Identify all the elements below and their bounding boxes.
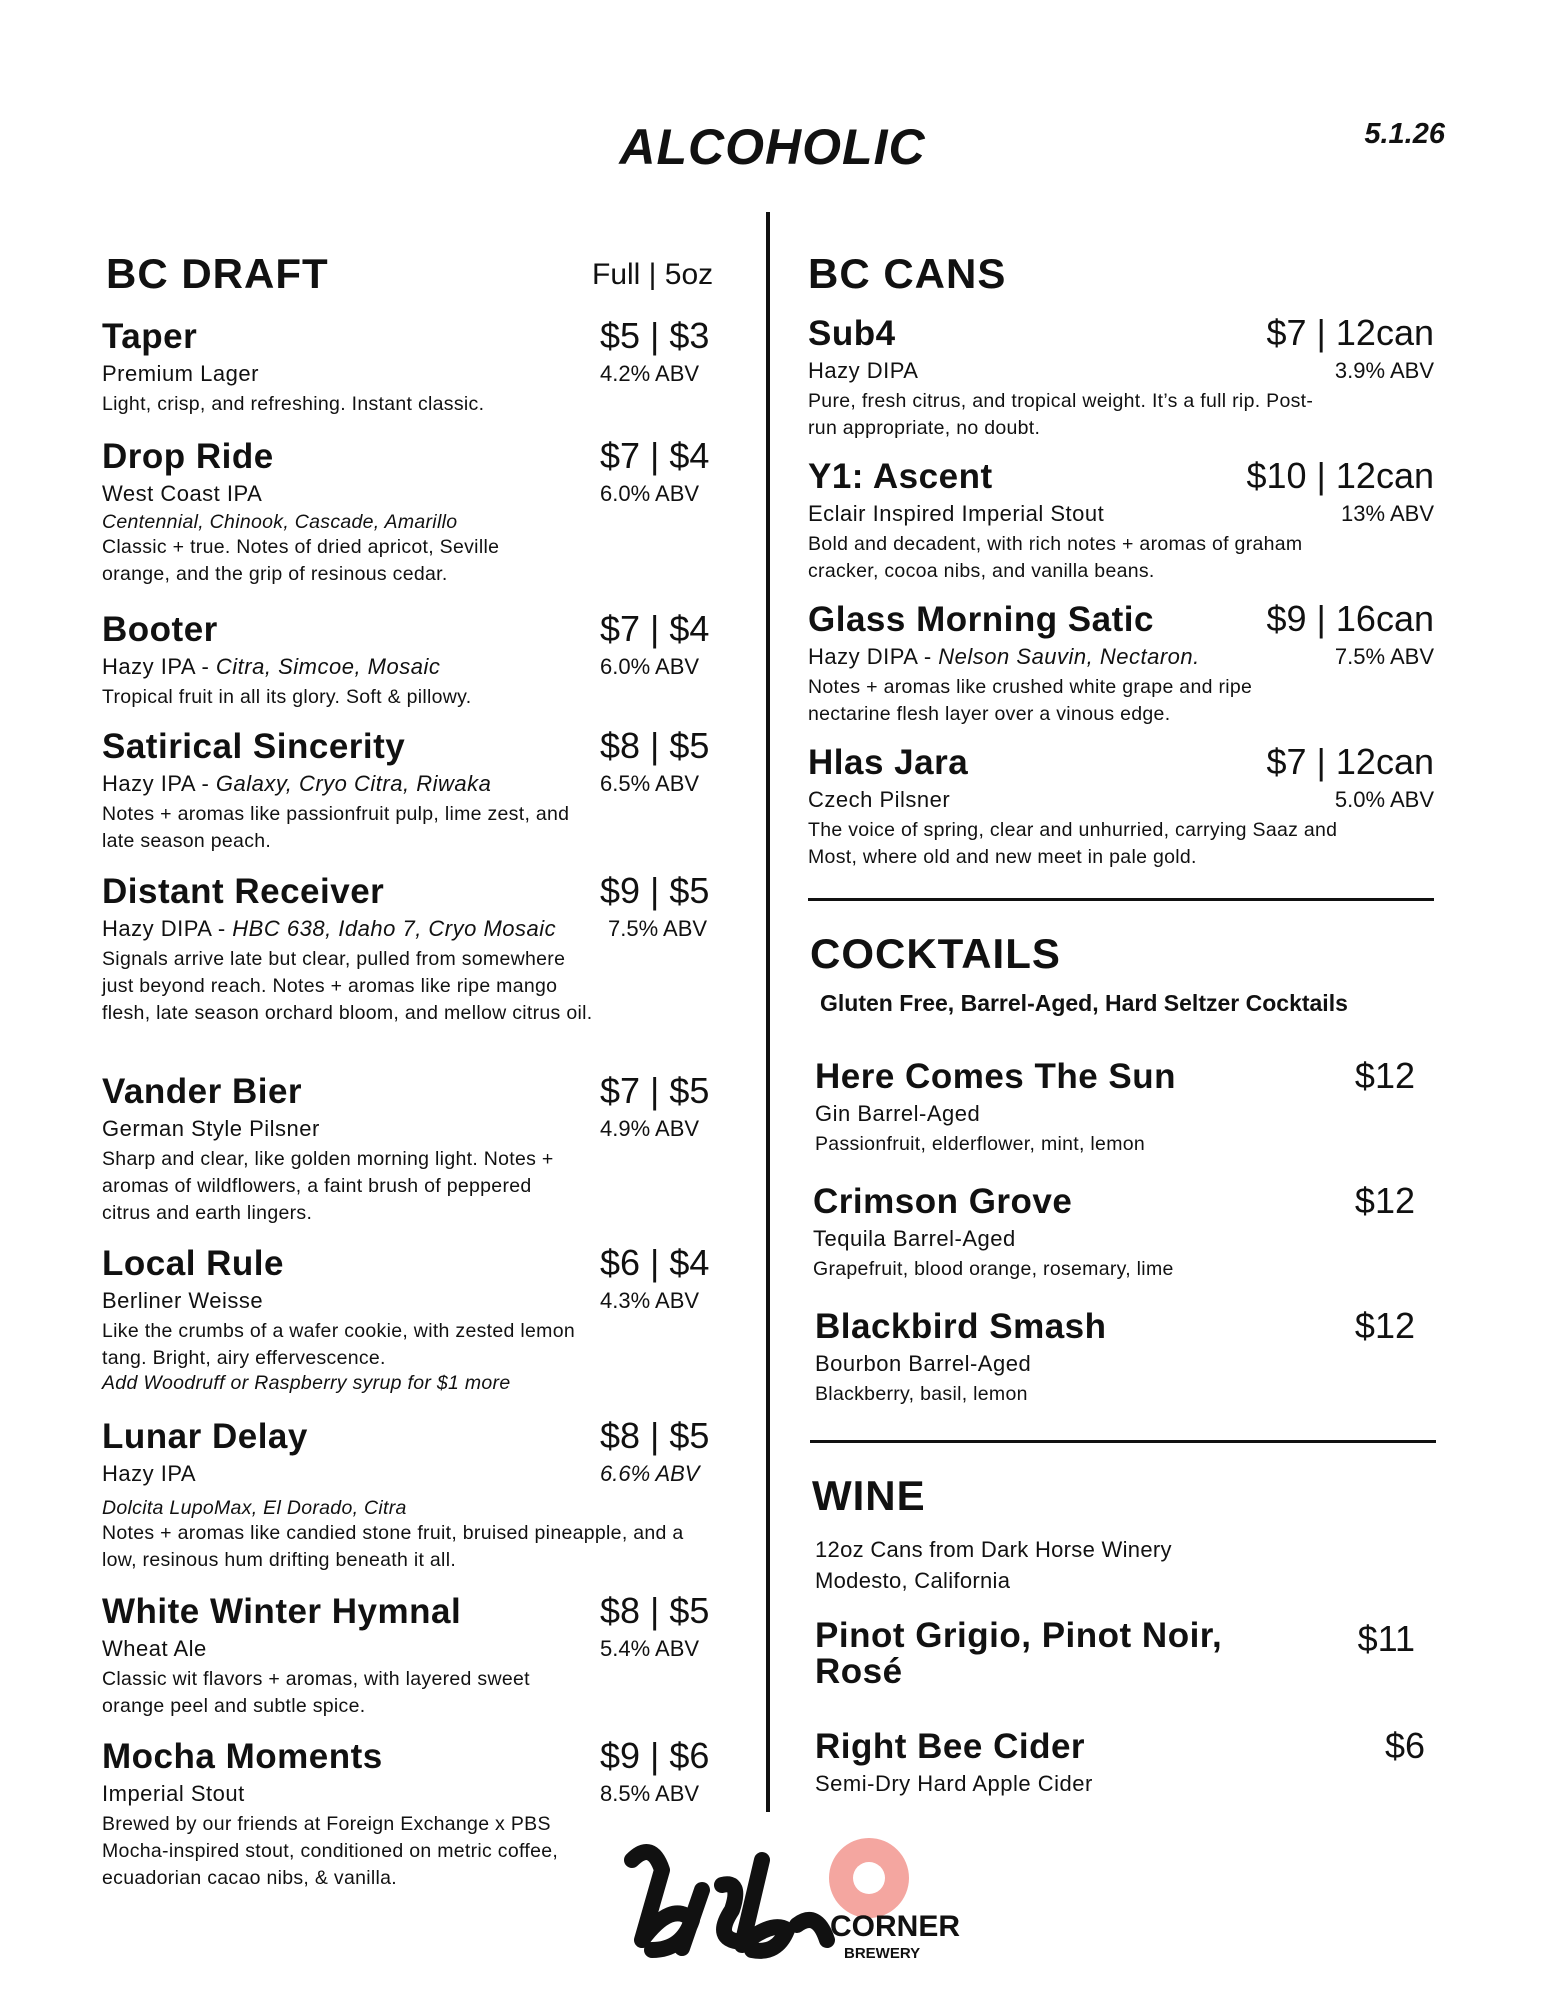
item-price: $7 | $5 [600, 1070, 710, 1111]
menu-item-satirical-sincerity [102, 725, 730, 855]
item-name: Y1: Ascent [808, 457, 993, 496]
menu-item-taper [102, 315, 730, 418]
item-abv: 6.0% ABV [600, 654, 700, 679]
item-style: Eclair Inspired Imperial Stout [808, 501, 1105, 526]
item-price: $5 | $3 [600, 315, 710, 356]
item-price: $9 | $5 [600, 870, 710, 911]
section-title-wine: WINE [812, 1472, 926, 1519]
menu-item-glass-morning-satic [808, 598, 1434, 728]
item-description: Classic wit flavors + aromas, with layered sweet orange peel and subtle spice. [102, 1668, 530, 1717]
item-description: Passionfruit, elderflower, mint, lemon [815, 1133, 1146, 1155]
item-name: Lunar Delay [102, 1417, 308, 1456]
item-abv: 7.5% ABV [608, 916, 708, 941]
brewery-logo [612, 1830, 961, 1970]
item-price: $12 [1354, 1305, 1415, 1346]
section-title-cocktails: COCKTAILS [810, 930, 1061, 977]
item-price: $8 | $5 [600, 1415, 710, 1456]
item-abv: 5.0% ABV [1334, 787, 1434, 812]
item-description: Brewed by our friends at Foreign Exchange x PBS Mocha-inspired stout, conditioned on metric coffee, ecuadorian cacao nibs, & vanilla. [102, 1813, 559, 1889]
logo-mark [612, 1830, 961, 1970]
item-style: Hazy DIPA [808, 358, 919, 383]
item-name: Local Rule [102, 1244, 284, 1283]
menu-item-sub4 [808, 312, 1434, 442]
item-hops: Citra, Simcoe, Mosaic [215, 654, 441, 679]
item-price: $9 | $6 [600, 1735, 710, 1776]
item-abv: 6.6% ABV [600, 1461, 700, 1486]
item-style: Hazy IPA - [102, 771, 216, 796]
menu-item-white-winter-hymnal [102, 1590, 730, 1720]
item-style: Gin Barrel-Aged [815, 1101, 981, 1126]
section-title-cans: BC CANS [808, 250, 1007, 297]
item-description: The voice of spring, clear and unhurried, carrying Saaz and Most, where old and new meet in pale gold. [808, 819, 1338, 868]
item-name: Distant Receiver [102, 872, 385, 911]
menu-item-hlas-jara [808, 741, 1434, 871]
item-price: $7 | $4 [600, 608, 710, 649]
item-price: $12 [1354, 1180, 1415, 1221]
item-price: $6 | $4 [600, 1242, 710, 1283]
item-hops: Centennial, Chinook, Cascade, Amarillo [102, 511, 458, 533]
item-style: Hazy DIPA - [102, 916, 233, 941]
item-price: $7 | 12can [1266, 312, 1434, 353]
item-description: Notes + aromas like passionfruit pulp, lime zest, and late season peach. [102, 803, 570, 852]
item-abv: 8.5% ABV [600, 1781, 700, 1806]
item-name: Taper [102, 317, 198, 356]
menu-item-booter [102, 608, 730, 711]
menu-item-vander-bier [102, 1070, 730, 1227]
item-price: $6 [1384, 1725, 1425, 1766]
menu-item-local-rule [102, 1242, 730, 1395]
item-price: $7 | $4 [600, 435, 710, 476]
item-hops: Nelson Sauvin, Nectaron. [938, 644, 1200, 669]
item-description: Notes + aromas like crushed white grape and ripe nectarine flesh layer over a vinous edge. [808, 676, 1253, 725]
item-style: Hazy IPA [102, 1461, 197, 1486]
logo-sub: BREWERY [844, 1945, 921, 1962]
item-abv: 7.5% ABV [1334, 644, 1434, 669]
column-divider [766, 212, 770, 1812]
item-style: Czech Pilsner [808, 787, 951, 812]
section-divider [808, 898, 1434, 901]
item-description: Signals arrive late but clear, pulled from somewhere just beyond reach. Notes + aromas like ripe mango flesh, late season orchard bloom, and mellow citrus oil. [102, 948, 593, 1024]
menu-item-here-comes-the-sun [815, 1055, 1415, 1158]
menu-date: 5.1.26 [1364, 118, 1445, 150]
cocktails-subtitle: Gluten Free, Barrel-Aged, Hard Seltzer Cocktails [820, 990, 1348, 1016]
item-hops: Galaxy, Cryo Citra, Riwaka [215, 771, 492, 796]
draft-size-header: Full | 5oz [592, 258, 714, 291]
wine-location: Modesto, California [815, 1568, 1011, 1593]
item-name: Satirical Sincerity [102, 727, 406, 766]
item-style: Berliner Weisse [102, 1288, 264, 1313]
item-description: Blackberry, basil, lemon [815, 1383, 1028, 1405]
item-style: Tequila Barrel-Aged [813, 1226, 1016, 1251]
item-abv: 6.0% ABV [600, 481, 700, 506]
item-hops: Dolcita LupoMax, El Dorado, Citra [102, 1497, 407, 1519]
item-description: Notes + aromas like candied stone fruit, bruised pineapple, and a low, resinous hum drifting beneath it all. [102, 1522, 684, 1571]
item-name: Vander Bier [102, 1072, 303, 1111]
item-price: $8 | $5 [600, 1590, 710, 1631]
item-price: $10 | 12can [1246, 455, 1434, 496]
item-name-line2: Rosé [815, 1652, 903, 1691]
item-name: Booter [102, 610, 218, 649]
item-description: Classic + true. Notes of dried apricot, Seville orange, and the grip of resinous cedar. [102, 536, 500, 585]
menu-item-lunar-delay [102, 1415, 730, 1574]
item-note: Add Woodruff or Raspberry syrup for $1 more [102, 1372, 511, 1394]
item-style: Hazy IPA - [102, 654, 216, 679]
menu-item-distant-receiver [102, 870, 730, 1027]
item-name: Mocha Moments [102, 1737, 383, 1776]
menu-item-drop-ride [102, 435, 730, 588]
wine-source: 12oz Cans from Dark Horse Winery [815, 1537, 1172, 1562]
item-name: Drop Ride [102, 437, 274, 476]
item-style: Hazy DIPA - [808, 644, 939, 669]
item-description: Pure, fresh citrus, and tropical weight. It’s a full rip. Post-run appropriate, no doubt. [808, 390, 1314, 439]
item-name: Crimson Grove [813, 1182, 1073, 1221]
item-description: Tropical fruit in all its glory. Soft & pillowy. [102, 686, 472, 708]
item-abv: 3.9% ABV [1334, 358, 1434, 383]
menu-item-crimson-grove [813, 1180, 1415, 1283]
section-divider [810, 1440, 1436, 1443]
item-hops: HBC 638, Idaho 7, Cryo Mosaic [232, 916, 557, 941]
item-name [815, 1618, 1222, 1690]
item-description: Like the crumbs of a wafer cookie, with zested lemon tang. Bright, airy effervescence. [102, 1320, 575, 1369]
page-title: ALCOHOLIC [619, 119, 926, 175]
item-description: Light, crisp, and refreshing. Instant classic. [102, 393, 485, 415]
item-style: Imperial Stout [102, 1781, 245, 1806]
item-style: Premium Lager [102, 361, 259, 386]
item-price: $8 | $5 [600, 725, 710, 766]
item-name: Right Bee Cider [815, 1727, 1086, 1766]
menu-item-right-bee-cider [815, 1725, 1425, 1797]
wine-subtitle [815, 1534, 1172, 1596]
item-style: Wheat Ale [102, 1636, 207, 1661]
item-abv: 6.5% ABV [600, 771, 700, 796]
item-price: $7 | 12can [1266, 741, 1434, 782]
item-price: $12 [1354, 1055, 1415, 1096]
item-abv: 4.9% ABV [600, 1116, 700, 1141]
menu-item-wine-cans [815, 1618, 1415, 1690]
item-description: Grapefruit, blood orange, rosemary, lime [813, 1258, 1174, 1280]
item-name: Sub4 [808, 314, 896, 353]
item-price: $9 | 16can [1266, 598, 1434, 639]
section-title-draft: BC DRAFT [106, 250, 329, 297]
item-description: Sharp and clear, like golden morning light. Notes + aromas of wildflowers, a faint brush of peppered citrus and earth lingers. [102, 1148, 554, 1224]
item-name: Blackbird Smash [815, 1307, 1107, 1346]
menu-item-blackbird-smash [815, 1305, 1415, 1408]
item-abv: 13% ABV [1341, 501, 1434, 526]
item-style: West Coast IPA [102, 481, 263, 506]
item-abv: 4.3% ABV [600, 1288, 700, 1313]
item-name: Hlas Jara [808, 743, 969, 782]
menu-item-y1-ascent [808, 455, 1434, 585]
item-name: Glass Morning Satic [808, 600, 1154, 639]
item-name-line1: Pinot Grigio, Pinot Noir, [815, 1616, 1223, 1655]
item-abv: 4.2% ABV [600, 361, 700, 386]
logo-word: CORNER [830, 1910, 961, 1943]
item-style: Semi-Dry Hard Apple Cider [815, 1771, 1093, 1796]
item-description: Bold and decadent, with rich notes + aromas of graham cracker, cocoa nibs, and vanilla beans. [808, 533, 1303, 582]
item-price: $11 [1357, 1618, 1415, 1659]
item-style: Bourbon Barrel-Aged [815, 1351, 1032, 1376]
item-abv: 5.4% ABV [600, 1636, 700, 1661]
item-name: Here Comes The Sun [815, 1057, 1177, 1096]
item-name: White Winter Hymnal [102, 1592, 462, 1631]
item-style: German Style Pilsner [102, 1116, 320, 1141]
